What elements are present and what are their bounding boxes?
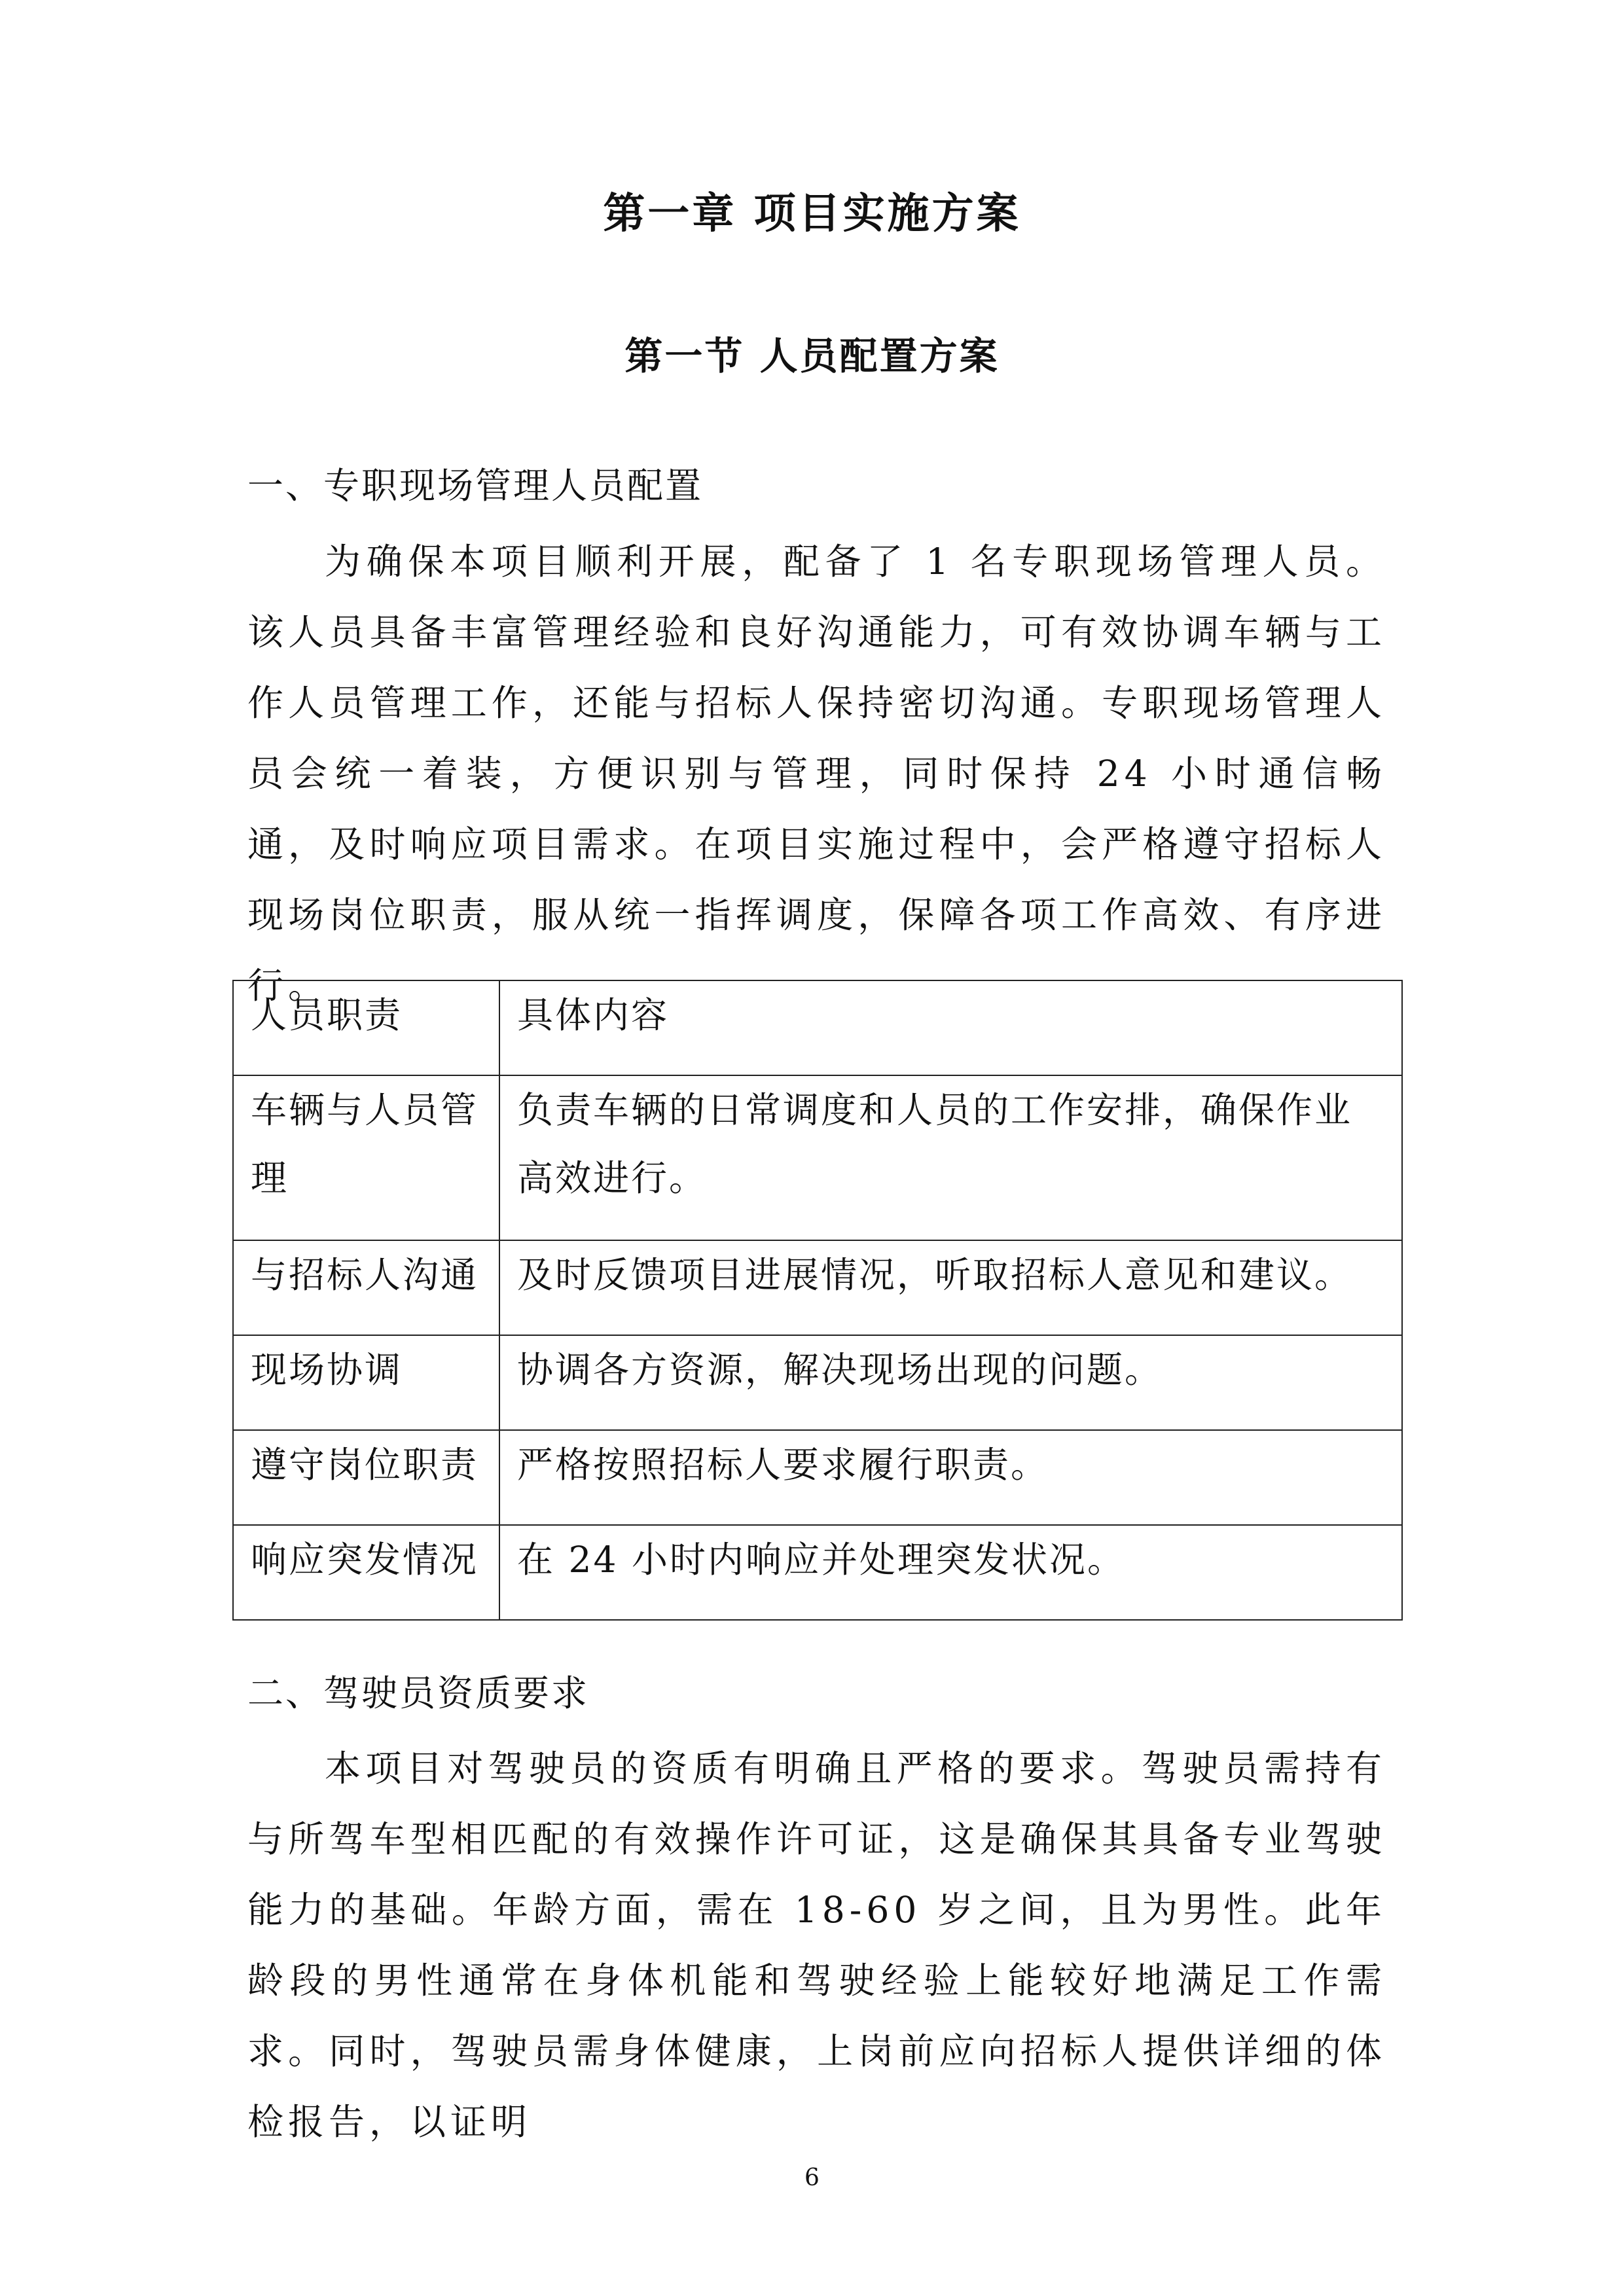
table-cell-duty: 现场协调 bbox=[233, 1335, 499, 1430]
page-number: 6 bbox=[804, 2164, 820, 2191]
table-header-row bbox=[233, 980, 1402, 1075]
table-cell-duty: 与招标人沟通 bbox=[233, 1240, 499, 1335]
table-cell-content: 严格按照招标人要求履行职责。 bbox=[499, 1430, 1402, 1525]
chapter-title: 第一章 项目实施方案 bbox=[603, 189, 1021, 238]
table-cell-duty: 响应突发情况 bbox=[233, 1525, 499, 1620]
table-cell-content: 及时反馈项目进展情况，听取招标人意见和建议。 bbox=[499, 1240, 1402, 1335]
duty-table bbox=[232, 980, 1403, 1621]
table-row bbox=[233, 1525, 1402, 1620]
table-row bbox=[233, 1335, 1402, 1430]
part2-paragraph: 本项目对驾驶员的资质有明确且严格的要求。驾驶员需持有与所驾车型相匹配的有效操作许可证，这是确保其具备专业驾驶能力的基础。年龄方面，需在 18-60 岁之间，且为男性。此年龄段的男性通常在身体机能和驾驶经验上能较好地满足工作需求。同时，驾驶员需身体健康，上岗前应向招标人提供详细的体检报告，以证明 bbox=[247, 1748, 1386, 2143]
section-title: 第一节 人员配置方案 bbox=[624, 334, 1000, 378]
table-row bbox=[233, 1075, 1402, 1240]
part1-heading: 一、专职现场管理人员配置 bbox=[247, 465, 704, 507]
table-header-cell: 具体内容 bbox=[499, 980, 1402, 1075]
table-cell-duty: 遵守岗位职责 bbox=[233, 1430, 499, 1525]
table-header-cell: 人员职责 bbox=[233, 980, 499, 1075]
table-cell-content: 在 24 小时内响应并处理突发状况。 bbox=[499, 1525, 1402, 1620]
table-row bbox=[233, 1240, 1402, 1335]
part2-heading: 二、驾驶员资质要求 bbox=[247, 1672, 590, 1714]
table-cell-content: 协调各方资源，解决现场出现的问题。 bbox=[499, 1335, 1402, 1430]
table-cell-duty: 车辆与人员管理 bbox=[233, 1075, 499, 1240]
table-cell-content: 负责车辆的日常调度和人员的工作安排，确保作业高效进行。 bbox=[499, 1075, 1402, 1240]
part1-paragraph: 为确保本项目顺利开展，配备了 1 名专职现场管理人员。该人员具备丰富管理经验和良好沟通能力，可有效协调车辆与工作人员管理工作，还能与招标人保持密切沟通。专职现场管理人员会统一着装，方便识别与管理，同时保持 24 小时通信畅通，及时响应项目需求。在项目实施过程中，会严格遵守招标人现场岗位职责，服从统一指挥调度，保障各项工作高效、有序进行。 bbox=[247, 541, 1386, 1007]
table-row bbox=[233, 1430, 1402, 1525]
